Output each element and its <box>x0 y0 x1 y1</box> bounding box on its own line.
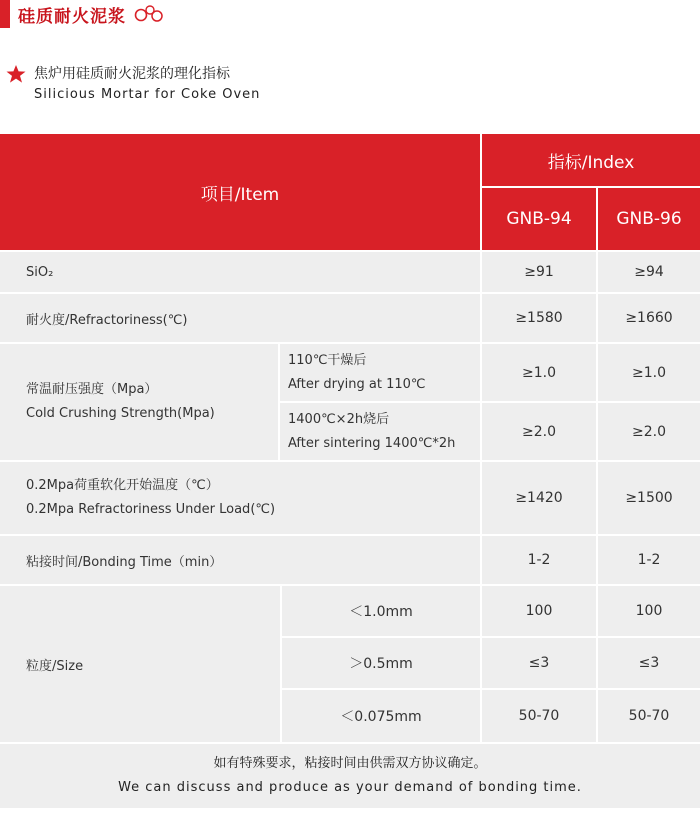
row-size-1-gnb94: 100 <box>482 586 596 636</box>
footer-note-cn: 如有特殊要求，粘接时间由供需双方协议确定。 <box>213 756 487 771</box>
row-size-cond-1: ＜1.0mm <box>282 586 480 636</box>
row-rul-label-cn: 0.2Mpa荷重软化开始温度（℃） <box>26 478 219 493</box>
row-size-cond-2: ＞0.5mm <box>282 638 480 688</box>
row-bonding-gnb94: 1-2 <box>482 536 596 584</box>
condition-drying-cn: 110℃干燥后 <box>288 352 367 368</box>
row-size-cond-3: ＜0.075mm <box>282 690 480 742</box>
row-sio2-label: SiO₂ <box>0 252 480 292</box>
row-size-3-gnb96: 50-70 <box>598 690 700 742</box>
footer-note <box>0 744 700 808</box>
circles-decoration-icon <box>134 4 168 24</box>
row-refractoriness-gnb94: ≥1580 <box>482 294 596 342</box>
row-rul-label-en: 0.2Mpa Refractoriness Under Load(℃) <box>26 502 276 517</box>
row-ccs-drying-gnb96: ≥1.0 <box>598 344 700 401</box>
header-accent-bar <box>0 0 10 28</box>
condition-sintering-cn: 1400℃×2h烧后 <box>288 411 390 427</box>
row-size-2-gnb96: ≤3 <box>598 638 700 688</box>
properties-table <box>0 134 700 808</box>
row-size-2-gnb94: ≤3 <box>482 638 596 688</box>
row-refractoriness-label: 耐火度/Refractoriness(℃) <box>0 294 480 342</box>
star-icon <box>6 64 26 84</box>
row-ccs-label-en: Cold Crushing Strength(Mpa) <box>26 406 215 421</box>
row-size-label: 粒度/Size <box>0 586 280 742</box>
row-size-1-gnb96: 100 <box>598 586 700 636</box>
row-ccs-sintering-gnb94: ≥2.0 <box>482 403 596 460</box>
subtitle-english: Silicious Mortar for Coke Oven <box>34 87 261 102</box>
footer-note-en: We can discuss and produce as your demand of bonding time. <box>118 780 582 795</box>
row-ccs-drying-gnb94: ≥1.0 <box>482 344 596 401</box>
row-ccs-label-cn: 常温耐压强度（Mpa） <box>26 382 158 397</box>
row-bonding-label: 粘接时间/Bonding Time（min） <box>0 536 480 584</box>
header-item: 项目/Item <box>0 134 480 250</box>
row-ccs-condition-sintering <box>280 403 480 460</box>
header-gnb-96: GNB-96 <box>598 188 700 250</box>
row-ccs-label <box>0 344 278 460</box>
section-title: 硅质耐火泥浆 <box>18 7 126 27</box>
header-gnb-94: GNB-94 <box>482 188 596 250</box>
row-sio2-gnb96: ≥94 <box>598 252 700 292</box>
row-rul-gnb94: ≥1420 <box>482 462 596 534</box>
row-refractoriness-gnb96: ≥1660 <box>598 294 700 342</box>
condition-drying-en: After drying at 110℃ <box>288 376 426 392</box>
row-sio2-gnb94: ≥91 <box>482 252 596 292</box>
row-rul-label <box>0 462 480 534</box>
row-bonding-gnb96: 1-2 <box>598 536 700 584</box>
row-ccs-condition-drying <box>280 344 480 401</box>
row-ccs-sintering-gnb96: ≥2.0 <box>598 403 700 460</box>
condition-sintering-en: After sintering 1400℃*2h <box>288 435 456 451</box>
row-size-3-gnb94: 50-70 <box>482 690 596 742</box>
subtitle-chinese: 焦炉用硅质耐火泥浆的理化指标 <box>34 66 230 82</box>
header-index: 指标/Index <box>482 134 700 186</box>
row-rul-gnb96: ≥1500 <box>598 462 700 534</box>
